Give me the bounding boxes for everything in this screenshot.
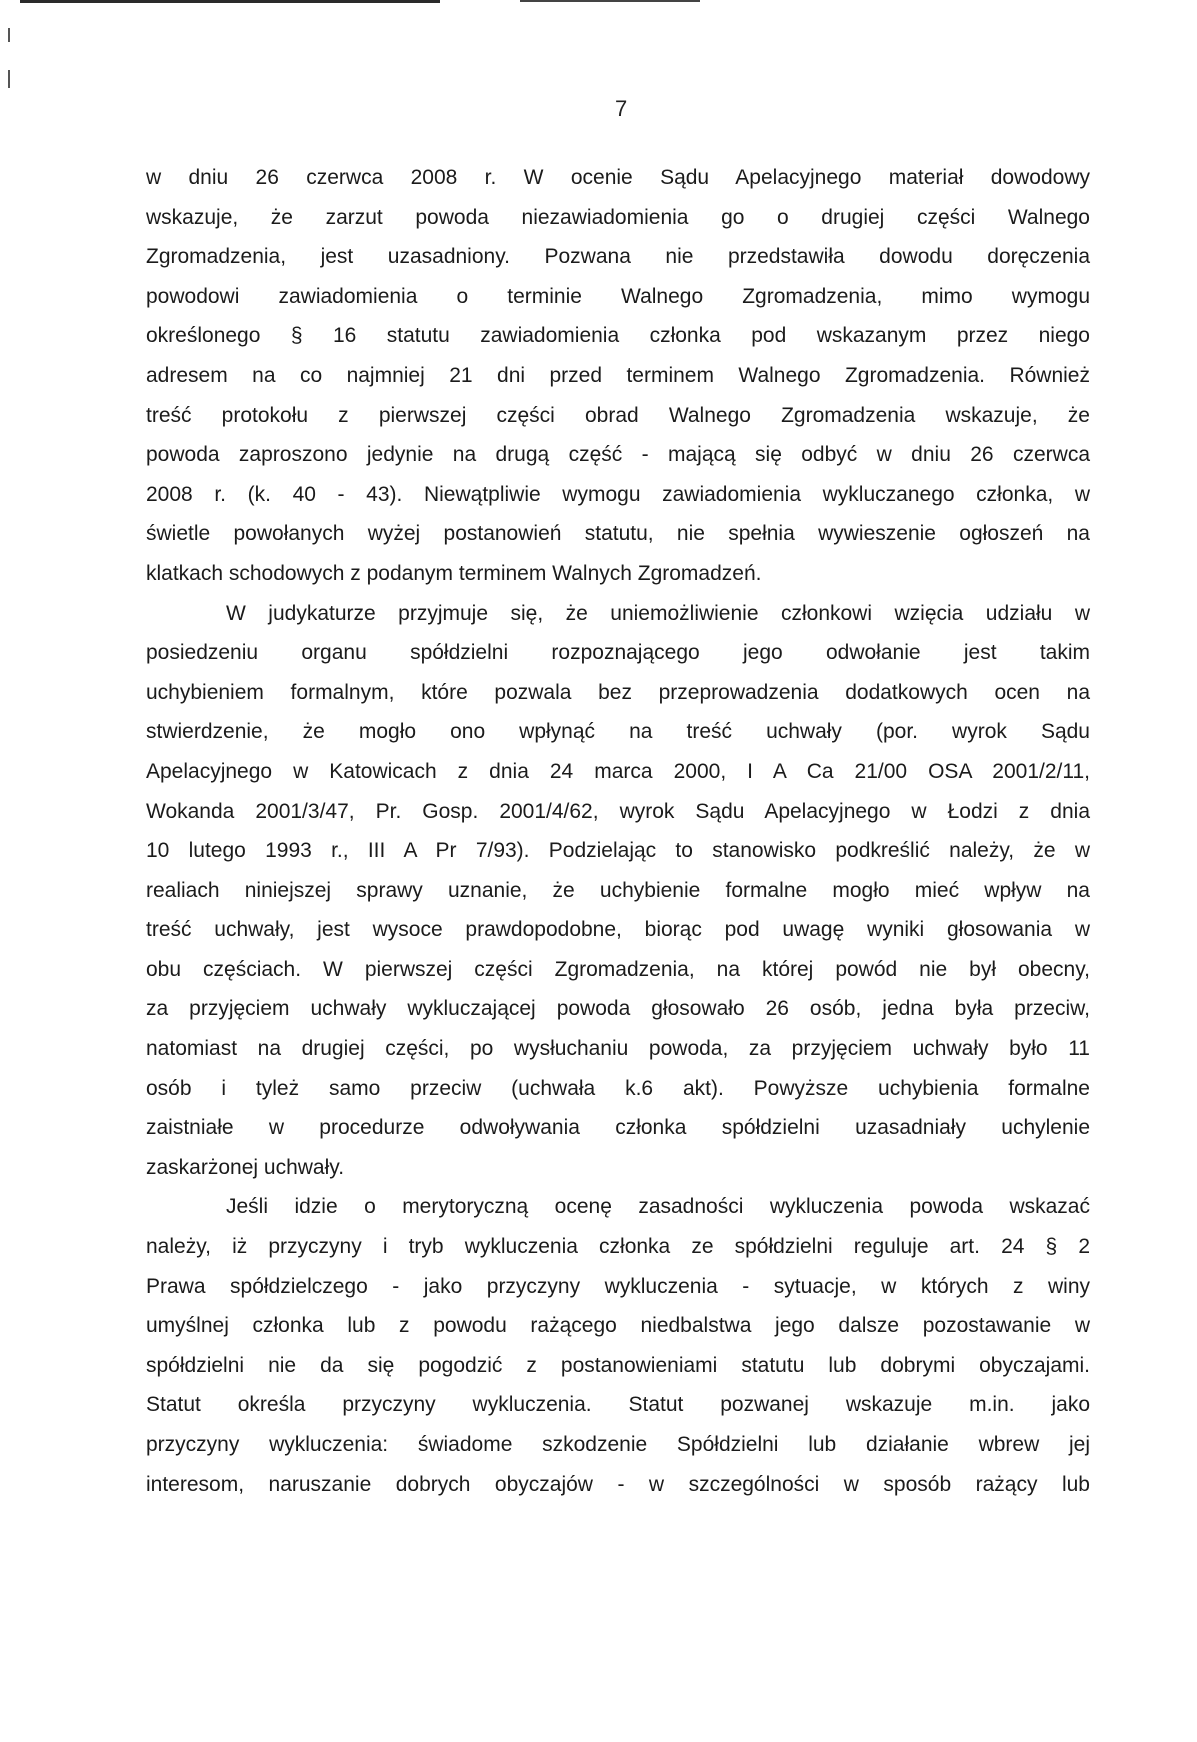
text-line: interesom, naruszanie dobrych obyczajów - w szczególności w sposób rażący lub bbox=[146, 1472, 1090, 1496]
text-line: Apelacyjnego w Katowicach z dnia 24 marca 2000, I A Ca 21/00 OSA 2001/2/11, bbox=[146, 759, 1090, 783]
text-line: spółdzielni nie da się pogodzić z postanowieniami statutu lub dobrymi obyczajami. bbox=[146, 1353, 1090, 1377]
text-line: natomiast na drugiej części, po wysłuchaniu powoda, za przyjęciem uchwały było 11 bbox=[146, 1037, 1090, 1061]
scan-top-rule-secondary bbox=[520, 0, 700, 2]
text-line: określonego § 16 statutu zawiadomienia członka pod wskazanym przez niego bbox=[146, 324, 1090, 348]
text-line: treść uchwały, jest wysoce prawdopodobne, biorąc pod uwagę wyniki głosowania w bbox=[146, 918, 1090, 942]
page-number: 7 bbox=[615, 96, 628, 121]
text-line: w dniu 26 czerwca 2008 r. W ocenie Sądu Apelacyjnego materiał dowodowy bbox=[146, 166, 1090, 189]
text-line: obu częściach. W pierwszej części Zgromadzenia, na której powód nie był obecny, bbox=[146, 957, 1090, 981]
text-line: adresem na co najmniej 21 dni przed terminem Walnego Zgromadzenia. Również bbox=[146, 363, 1090, 387]
text-line: 2008 r. (k. 40 - 43). Niewątpliwie wymogu zawiadomienia wykluczanego członka, w bbox=[146, 482, 1090, 506]
text-line: realiach niniejszej sprawy uznanie, że uchybienie formalne mogło mieć wpływ na bbox=[146, 878, 1090, 902]
text-line: uchybieniem formalnym, które pozwala bez przeprowadzenia dodatkowych ocen na bbox=[146, 680, 1090, 704]
text-line: Wokanda 2001/3/47, Pr. Gosp. 2001/4/62, wyrok Sądu Apelacyjnego w Łodzi z dnia bbox=[146, 799, 1090, 823]
text-line: stwierdzenie, że mogło ono wpłynąć na treść uchwały (por. wyrok Sądu bbox=[146, 720, 1090, 744]
scan-edge-mark bbox=[8, 28, 10, 42]
text-line: Prawa spółdzielczego - jako przyczyny wykluczenia - sytuacje, w których z winy bbox=[146, 1274, 1090, 1298]
text-line: powodowi zawiadomienia o terminie Walnego Zgromadzenia, mimo wymogu bbox=[146, 284, 1090, 308]
text-line: 10 lutego 1993 r., III A Pr 7/93). Podzielając to stanowisko podkreślić należy, że w bbox=[146, 839, 1090, 863]
text-line: przyczyny wykluczenia: świadome szkodzenie Spółdzielni lub działanie wbrew jej bbox=[146, 1433, 1090, 1456]
text-line: osób i tyleż samo przeciw (uchwała k.6 akt). Powyższe uchybienia formalne bbox=[146, 1076, 1090, 1100]
text-line: Jeśli idzie o merytoryczną ocenę zasadności wykluczenia powoda wskazać bbox=[226, 1195, 1090, 1219]
text-line: Zgromadzenia, jest uzasadniony. Pozwana nie przedstawiła dowodu doręczenia bbox=[146, 245, 1090, 269]
text-line: za przyjęciem uchwały wykluczającej powoda głosowało 26 osób, jedna była przeciw, bbox=[146, 997, 1090, 1021]
text-line: świetle powołanych wyżej postanowień statutu, nie spełnia wywieszenie ogłoszeń na bbox=[146, 522, 1090, 546]
text-line: W judykaturze przyjmuje się, że uniemożliwienie członkowi wzięcia udziału w bbox=[226, 601, 1090, 625]
text-line: należy, iż przyczyny i tryb wykluczenia członka ze spółdzielni reguluje art. 24 § 2 bbox=[146, 1235, 1090, 1259]
scan-top-rule bbox=[20, 0, 440, 3]
body-text bbox=[146, 158, 1090, 1504]
text-line: zaistniałe w procedurze odwoływania członka spółdzielni uzasadniały uchylenie bbox=[146, 1116, 1090, 1140]
text-line: powoda zaproszono jedynie na drugą część - mającą się odbyć w dniu 26 czerwca bbox=[146, 443, 1090, 467]
text-line: zaskarżonej uchwały. bbox=[146, 1155, 345, 1179]
scan-edge-mark bbox=[8, 70, 10, 88]
text-line: treść protokołu z pierwszej części obrad Walnego Zgromadzenia wskazuje, że bbox=[146, 403, 1090, 427]
text-line: Statut określa przyczyny wykluczenia. Statut pozwanej wskazuje m.in. jako bbox=[146, 1393, 1090, 1417]
text-line: wskazuje, że zarzut powoda niezawiadomienia go o drugiej części Walnego bbox=[146, 205, 1090, 229]
text-line: posiedzeniu organu spółdzielni rozpoznającego jego odwołanie jest takim bbox=[146, 641, 1090, 665]
text-line: klatkach schodowych z podanym terminem Walnych Zgromadzeń. bbox=[146, 561, 762, 585]
text-line: umyślnej członka lub z powodu rażącego niedbalstwa jego dalsze pozostawanie w bbox=[146, 1314, 1090, 1338]
